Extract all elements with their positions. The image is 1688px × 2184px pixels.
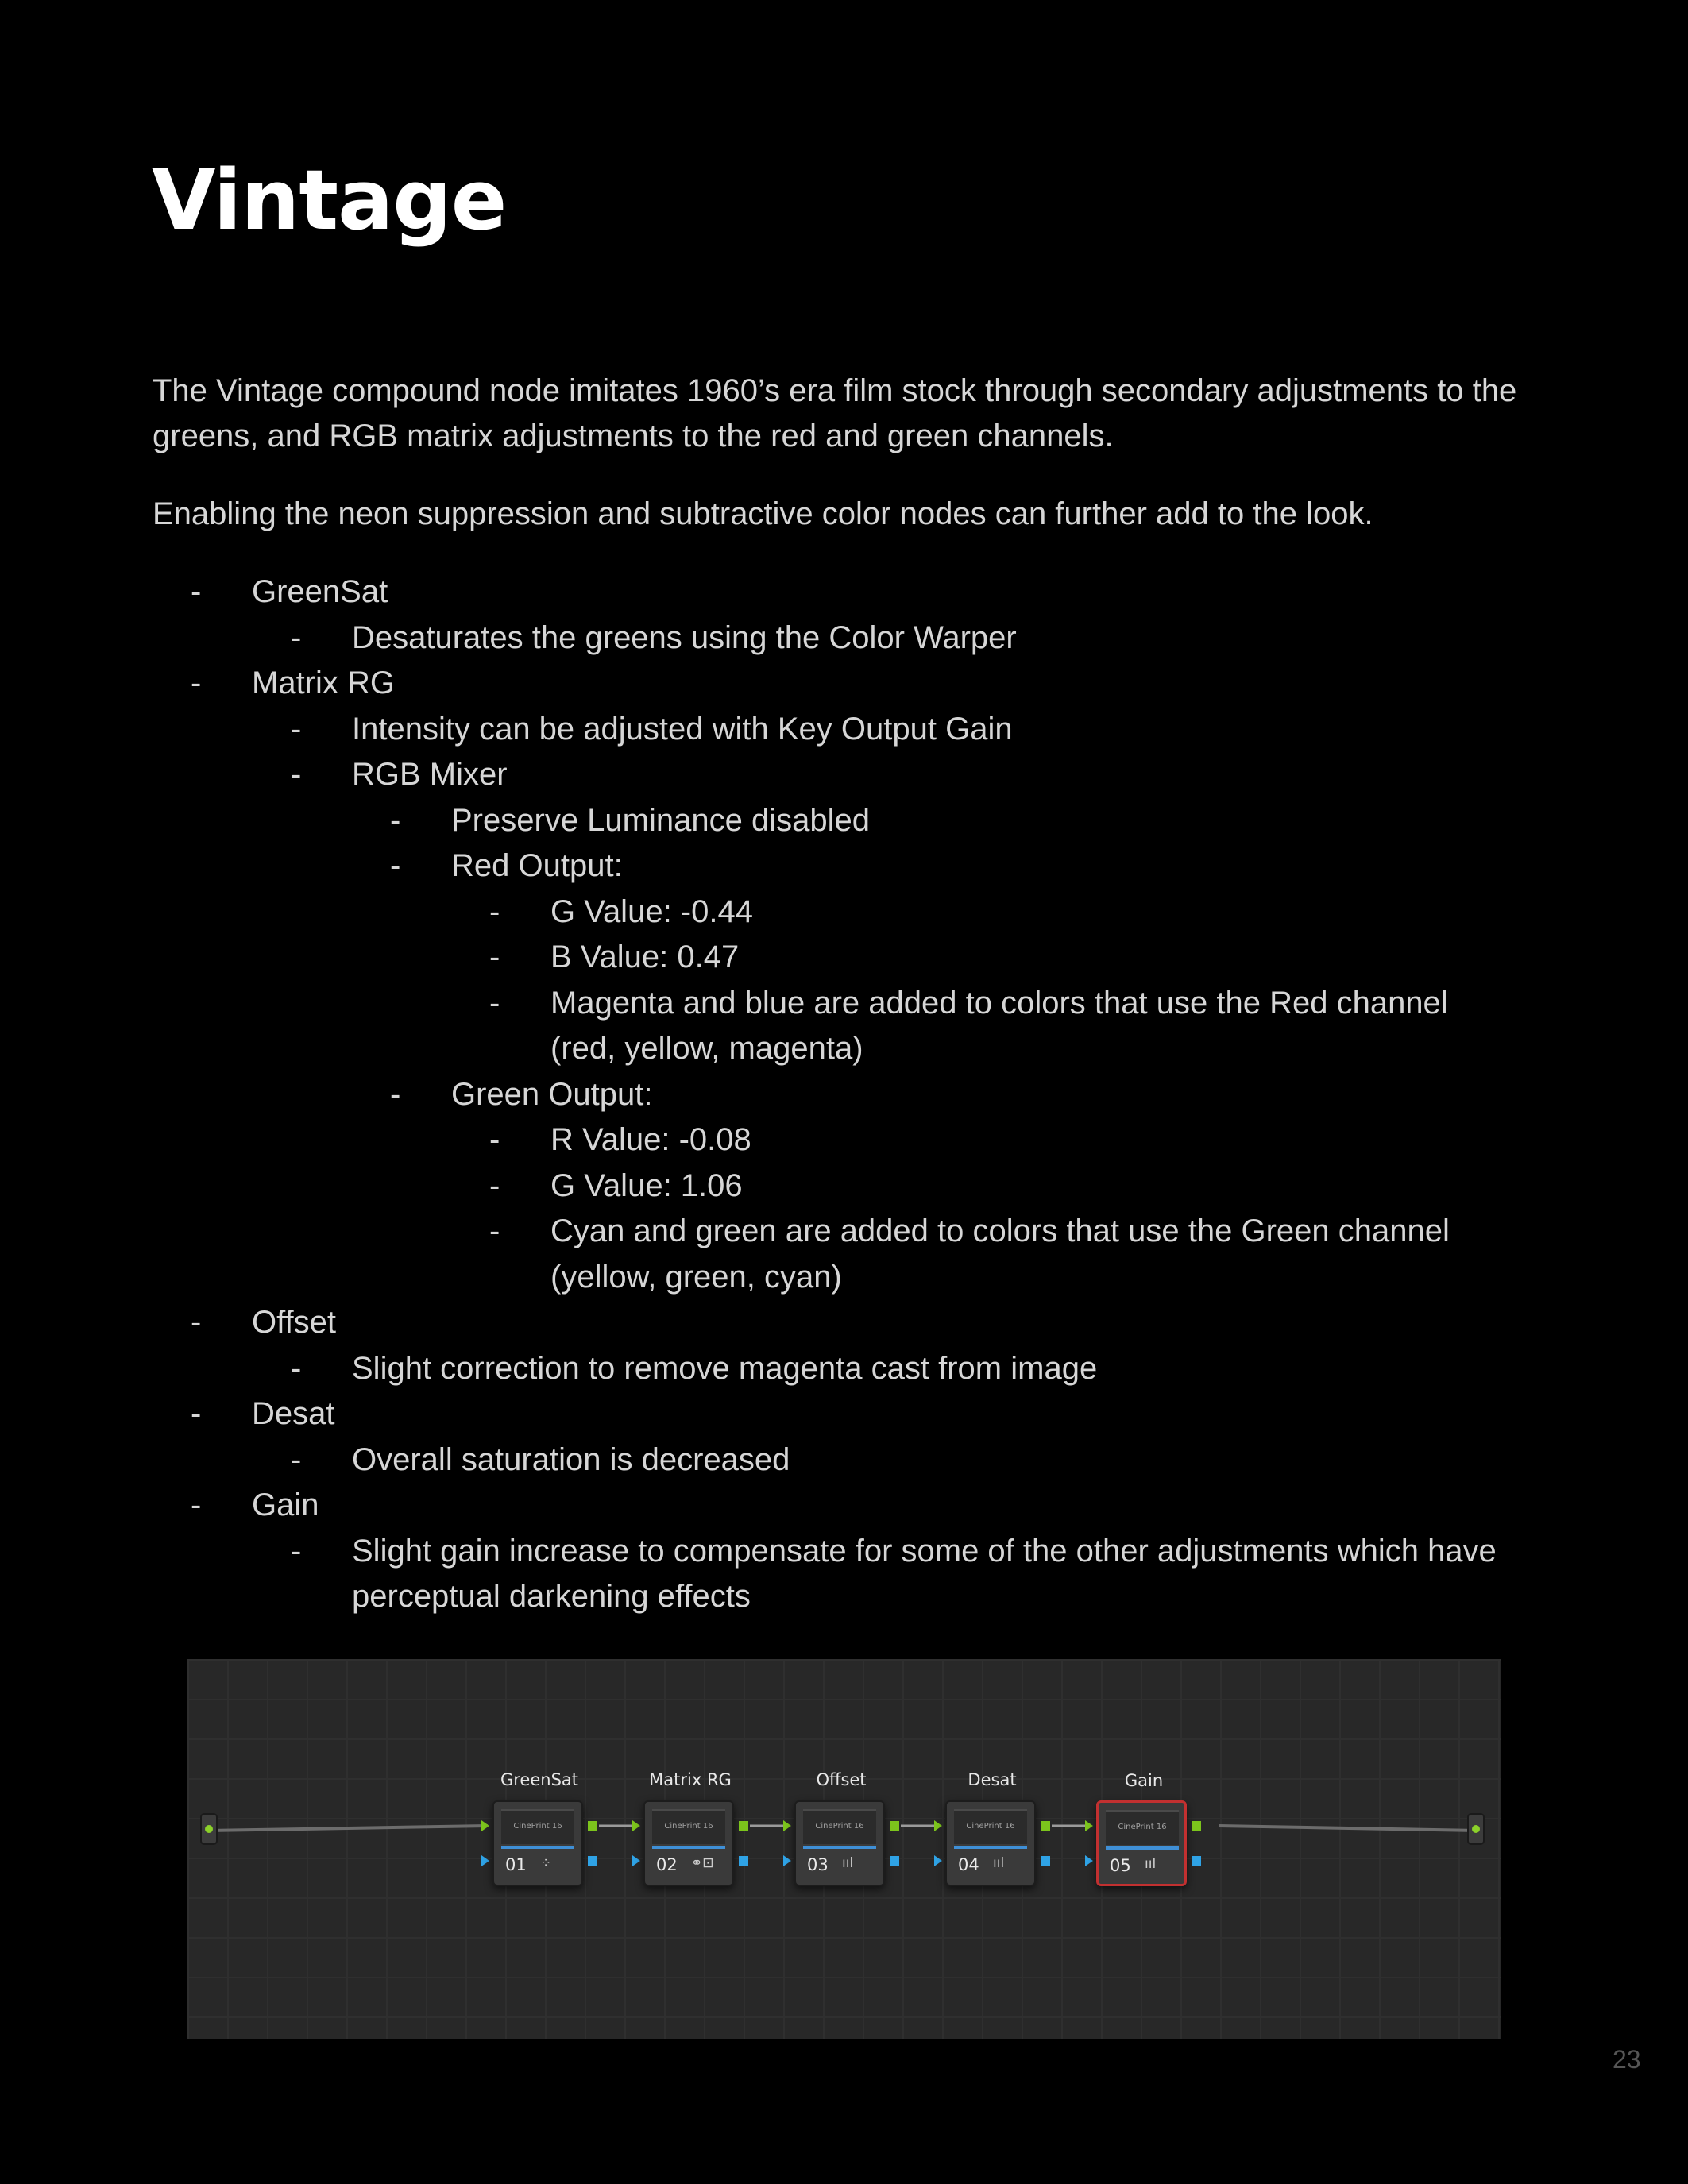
list-item-text: Slight correction to remove magenta cast from image	[352, 1350, 1098, 1386]
rgb-output-port[interactable]	[1192, 1821, 1201, 1831]
bullet-dash: -	[191, 574, 202, 609]
bullet-dash: -	[191, 1305, 202, 1340]
wheels-icon: ııl	[842, 1855, 854, 1871]
node-number: 03	[807, 1855, 829, 1874]
list-item	[0, 798, 1688, 844]
list-item	[0, 889, 1688, 936]
list-item	[0, 935, 1688, 981]
key-output-port[interactable]	[739, 1856, 748, 1866]
input-dot	[205, 1825, 213, 1833]
bullet-dash: -	[390, 848, 401, 883]
list-item-text: Gain	[252, 1488, 319, 1522]
intro-paragraph: The Vintage compound node imitates 1960’s era film stock through secondary adjustments to the greens, and RGB matrix adjustments to the red and green channels.	[153, 373, 1517, 453]
list-item-text: Magenta and blue are added to colors that use the Red channel (red, yellow, magenta)	[550, 985, 1448, 1066]
bullet-dash: -	[489, 940, 500, 974]
list-item-text: Red Output:	[451, 848, 623, 883]
node-label: Matrix RG	[649, 1770, 732, 1789]
key-input-arrow	[934, 1855, 942, 1866]
output-connection	[1219, 1826, 1477, 1831]
node-label: GreenSat	[500, 1770, 579, 1789]
key-input-arrow	[783, 1855, 791, 1866]
node-02[interactable]	[643, 1770, 734, 1886]
bullet-dash: -	[291, 619, 302, 655]
list-item-text: Slight gain increase to compensate for some of the other adjustments which have perceptual darkening effects	[352, 1533, 1497, 1614]
list-item	[0, 1072, 1688, 1118]
node-thumbnail: CinePrint 16	[1106, 1810, 1179, 1845]
list-item	[0, 1437, 1688, 1484]
list-item	[0, 752, 1688, 798]
node-number: 04	[958, 1855, 979, 1874]
key-output-port[interactable]	[1192, 1856, 1201, 1866]
list-item-text: Matrix RG	[252, 666, 395, 700]
warper-icon: ⁘	[540, 1855, 552, 1871]
list-item-text: RGB Mixer	[352, 757, 508, 792]
bullet-dash: -	[489, 1122, 500, 1157]
list-item	[0, 1117, 1688, 1163]
bullet-dash: -	[489, 1214, 500, 1248]
intro-paragraph-2: Enabling the neon suppression and subtractive color nodes can further add to the look.	[153, 496, 1373, 531]
wheels-icon: ııl	[1145, 1856, 1157, 1872]
rgb-input-arrow	[783, 1820, 791, 1831]
bullet-dash: -	[291, 1350, 302, 1386]
key-input-arrow	[481, 1855, 489, 1866]
rgb-output-port[interactable]	[890, 1821, 899, 1831]
list-item	[0, 569, 1688, 615]
list-item	[0, 1300, 1688, 1346]
mixer-icon: ⚭⊡	[691, 1855, 714, 1871]
list-item	[0, 1346, 1688, 1392]
key-output-port[interactable]	[890, 1856, 899, 1866]
list-item	[0, 1391, 1688, 1437]
node-01[interactable]	[492, 1770, 583, 1886]
graph-input-endpoint[interactable]	[200, 1813, 218, 1845]
bullet-dash: -	[291, 1533, 302, 1569]
list-item-text: G Value: -0.44	[550, 893, 753, 929]
list-item	[0, 1209, 1688, 1300]
node-divider	[1106, 1846, 1179, 1850]
node-number: 01	[505, 1855, 527, 1874]
list-item-text: Intensity can be adjusted with Key Output Gain	[352, 711, 1013, 747]
list-item-text: Desat	[252, 1396, 335, 1431]
node-label: Offset	[816, 1770, 867, 1789]
page-number: 23	[1613, 2045, 1641, 2074]
list-item-text: Overall saturation is decreased	[352, 1441, 790, 1477]
node-divider	[501, 1846, 574, 1849]
list-item	[0, 707, 1688, 753]
list-item-text: Offset	[252, 1305, 336, 1340]
list-item-text: B Value: 0.47	[550, 940, 740, 974]
bullet-dash: -	[291, 711, 302, 747]
list-item	[0, 1483, 1688, 1529]
bullet-dash: -	[191, 666, 202, 700]
list-item-text: R Value: -0.08	[550, 1122, 751, 1157]
node-label: Desat	[968, 1770, 1017, 1789]
rgb-output-port[interactable]	[588, 1821, 597, 1831]
key-input-arrow	[1085, 1855, 1093, 1866]
list-item	[0, 1529, 1688, 1620]
node-thumbnail: CinePrint 16	[652, 1809, 725, 1844]
key-output-port[interactable]	[1041, 1856, 1050, 1866]
node-thumbnail: CinePrint 16	[954, 1809, 1027, 1844]
bullet-dash: -	[291, 757, 302, 792]
bullet-dash: -	[191, 1488, 202, 1522]
node-divider	[652, 1846, 725, 1849]
rgb-output-port[interactable]	[739, 1821, 748, 1831]
node-number: 05	[1110, 1856, 1131, 1875]
rgb-input-arrow	[481, 1820, 489, 1831]
list-item-text: GreenSat	[252, 574, 388, 609]
node-divider	[954, 1846, 1027, 1849]
bullet-dash: -	[489, 893, 500, 929]
node-graph[interactable]	[187, 1659, 1501, 2039]
list-item-text: Cyan and green are added to colors that use the Green channel (yellow, green, cyan)	[550, 1214, 1450, 1295]
list-item	[0, 981, 1688, 1072]
node-label: Gain	[1124, 1771, 1164, 1790]
bullet-list	[0, 569, 1688, 1620]
bullet-dash: -	[489, 985, 500, 1021]
list-item-text: Desaturates the greens using the Color Warper	[352, 619, 1017, 655]
node-thumbnail: CinePrint 16	[501, 1809, 574, 1844]
list-item	[0, 615, 1688, 662]
list-item	[0, 843, 1688, 889]
list-item	[0, 1163, 1688, 1210]
node-divider	[803, 1846, 876, 1849]
node-thumbnail: CinePrint 16	[803, 1809, 876, 1844]
key-output-port[interactable]	[588, 1856, 597, 1866]
bullet-dash: -	[390, 1076, 401, 1112]
node-number: 02	[656, 1855, 678, 1874]
page-title: Vintage	[152, 152, 507, 249]
node-05[interactable]	[1096, 1771, 1187, 1886]
input-connection	[208, 1826, 488, 1831]
list-item-text: G Value: 1.06	[550, 1167, 743, 1203]
bullet-dash: -	[191, 1396, 202, 1431]
bullet-dash: -	[489, 1167, 500, 1203]
list-item	[0, 661, 1688, 707]
graph-output-endpoint[interactable]	[1467, 1813, 1485, 1845]
list-item-text: Green Output:	[451, 1076, 653, 1112]
rgb-input-arrow	[632, 1820, 640, 1831]
rgb-input-arrow	[934, 1820, 942, 1831]
list-item-text: Preserve Luminance disabled	[451, 802, 870, 838]
rgb-output-port[interactable]	[1041, 1821, 1050, 1831]
node-03[interactable]	[794, 1770, 885, 1886]
rgb-input-arrow	[1085, 1820, 1093, 1831]
wheels-icon: ııl	[993, 1855, 1005, 1871]
bullet-dash: -	[390, 802, 401, 838]
node-04[interactable]	[945, 1770, 1036, 1886]
bullet-dash: -	[291, 1441, 302, 1477]
key-input-arrow	[632, 1855, 640, 1866]
output-dot	[1472, 1825, 1480, 1833]
